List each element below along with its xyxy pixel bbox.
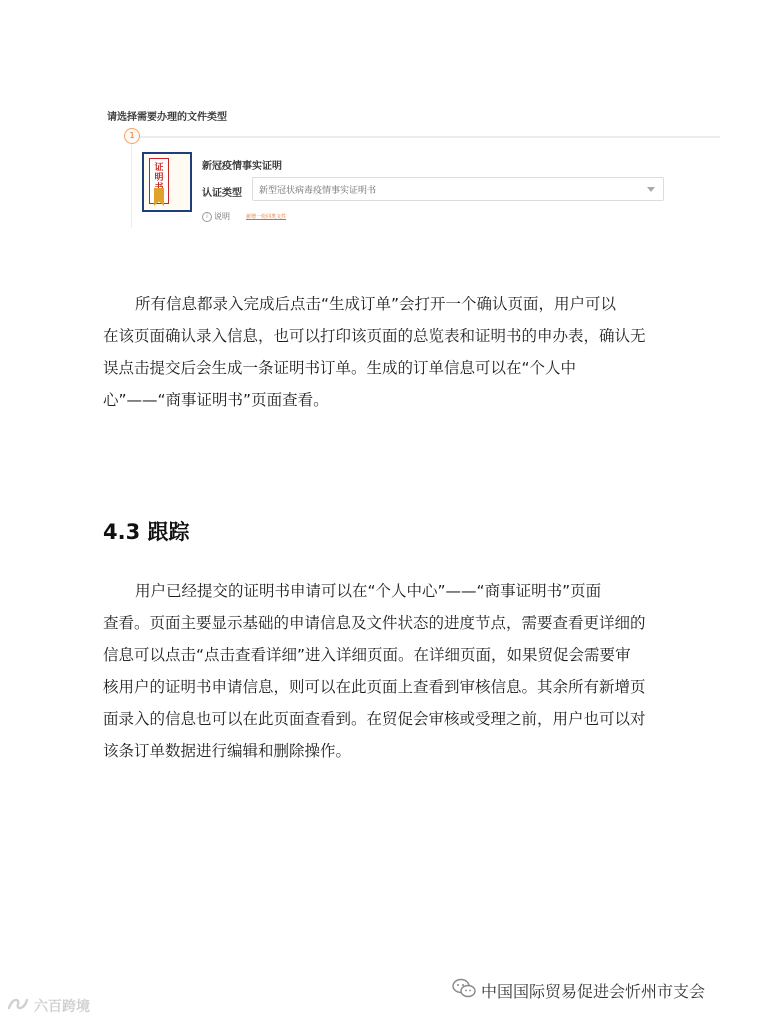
cert-type-value: 新型冠状病毒疫情事实证明书 [259,186,377,196]
text-line: 用户已经提交的证明书申请可以在“个人中心”——“商事证明书”页面 [135,582,602,600]
note-label[interactable]: 说明 [214,212,230,221]
section-heading: 4.3 跟踪 [103,520,190,544]
paragraph-tracking [103,575,668,767]
text-line: 该条订单数据进行编辑和删除操作。 [103,742,352,760]
certificate-thumbnail[interactable] [142,152,192,212]
text-line: 信息可以点击“点击查看详细”进入详细页面。在详细页面，如果贸促会需要审 [103,646,631,664]
document-name: 新冠疫情事实证明 [202,161,282,172]
step-vertical-line [131,144,132,228]
cert-char-2: 明 [154,173,164,183]
text-line: 误点击提交后会生成一条证明书订单。生成的订单信息可以在“个人中 [103,359,577,377]
watermark-logo-icon [6,996,30,1012]
wechat-icon [452,978,476,1000]
info-icon: i [202,212,212,222]
text-line: 心”——“商事证明书”页面查看。 [103,391,329,409]
watermark-text: 六百跨境 [34,999,90,1015]
text-line: 核用户的证明书申请信息，则可以在此页面上查看到审核信息。其余所有新增页 [103,678,646,696]
add-file-link[interactable]: 新增一份同类文件 [246,214,287,220]
text-line: 所有信息都录入完成后点击“生成订单”会打开一个确认页面，用户可以 [135,295,617,313]
text-line: 查看。页面主要显示基础的申请信息及文件状态的进度节点，需要查看更详细的 [103,614,646,632]
step-progress-line [130,136,720,138]
cert-type-select[interactable] [252,177,664,201]
text-line: 面录入的信息也可以在此页面查看到。在贸促会审核或受理之前，用户也可以对 [103,710,646,728]
chevron-down-icon [647,187,655,192]
paragraph-order-generation [103,288,668,416]
cert-char-1: 证 [154,163,164,173]
file-type-prompt: 请选择需要办理的文件类型 [107,112,227,123]
text-line: 在该页面确认录入信息，也可以打印该页面的总览表和证明书的申办表，确认无 [103,327,646,345]
step-indicator: 1 [124,128,140,144]
cert-type-label: 认证类型 [202,188,242,199]
wechat-account-name: 中国国际贸易促进会忻州市支会 [481,982,706,1001]
